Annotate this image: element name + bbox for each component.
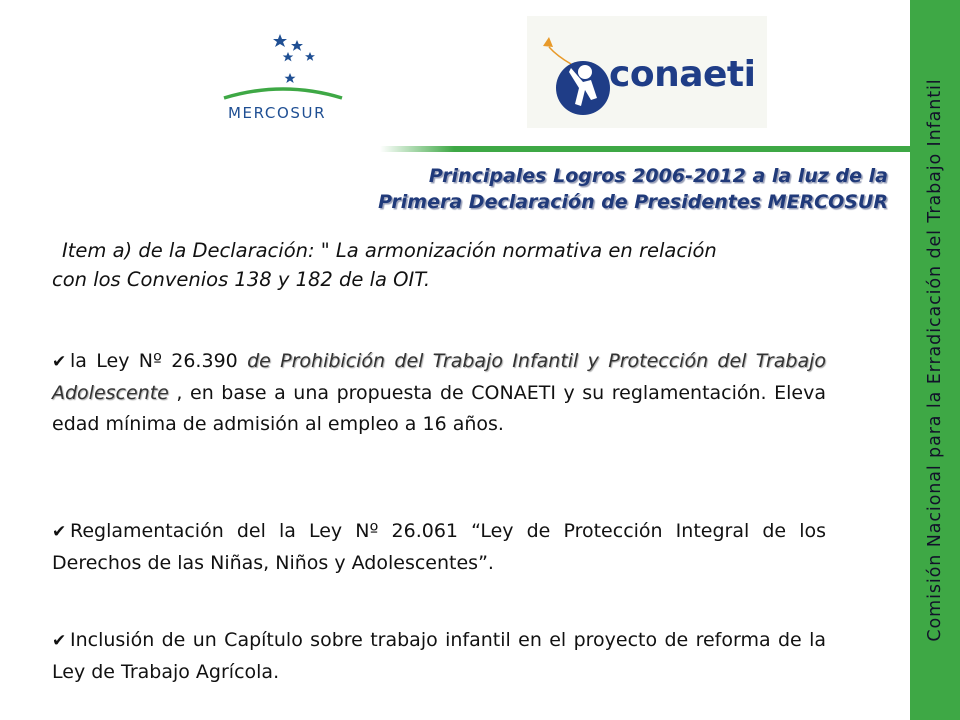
bullet-1-suffix: , en base a una propuesta de CONAETI y su reglamentación. Eleva edad mínima de admisión al empleo a 16 años. xyxy=(52,382,826,435)
check-icon: ✔ xyxy=(52,522,67,542)
item-a-line-2: con los Convenios 138 y 182 de la OIT. xyxy=(52,268,431,291)
bullet-2-text: Reglamentación del la Ley Nº 26.061 “Ley de Protección Integral de los Derechos de las Niñas, Niños y Adolescentes”. xyxy=(52,520,826,574)
side-label: Comisión Nacional para la Erradicación del Trabajo Infantil xyxy=(925,78,945,642)
bullet-1-prefix: la Ley Nº 26.390 xyxy=(70,350,248,372)
conaeti-child-kite-icon xyxy=(527,16,617,128)
bullet-item-trabajo-agricola xyxy=(52,625,826,688)
mercosur-wordmark: MERCOSUR xyxy=(228,104,327,122)
heading-line-1: Principales Logros 2006-2012 a la luz de la xyxy=(428,165,888,187)
bullet-item-ley-26061 xyxy=(52,516,826,579)
side-band xyxy=(910,0,960,720)
heading-line-2: Primera Declaración de Presidentes MERCOSUR xyxy=(378,191,888,213)
item-a-line-1: Item a) de la Declaración: " La armonización normativa en relación xyxy=(62,239,717,262)
check-icon: ✔ xyxy=(52,631,67,651)
conaeti-wordmark: conaeti xyxy=(609,54,756,95)
bullet-item-ley-26390 xyxy=(52,346,826,440)
item-a-statement xyxy=(52,236,852,294)
mercosur-stars-icon xyxy=(273,34,315,83)
header-divider xyxy=(380,146,910,152)
conaeti-logo xyxy=(527,16,767,128)
bullet-3-text: Inclusión de un Capítulo sobre trabajo infantil en el proyecto de reforma de la Ley de Trabajo Agrícola. xyxy=(52,629,826,683)
bullet-1-emphasis: de Prohibición del Trabajo Infantil y Protección del Trabajo Adolescente xyxy=(52,350,826,404)
check-icon: ✔ xyxy=(52,352,67,372)
